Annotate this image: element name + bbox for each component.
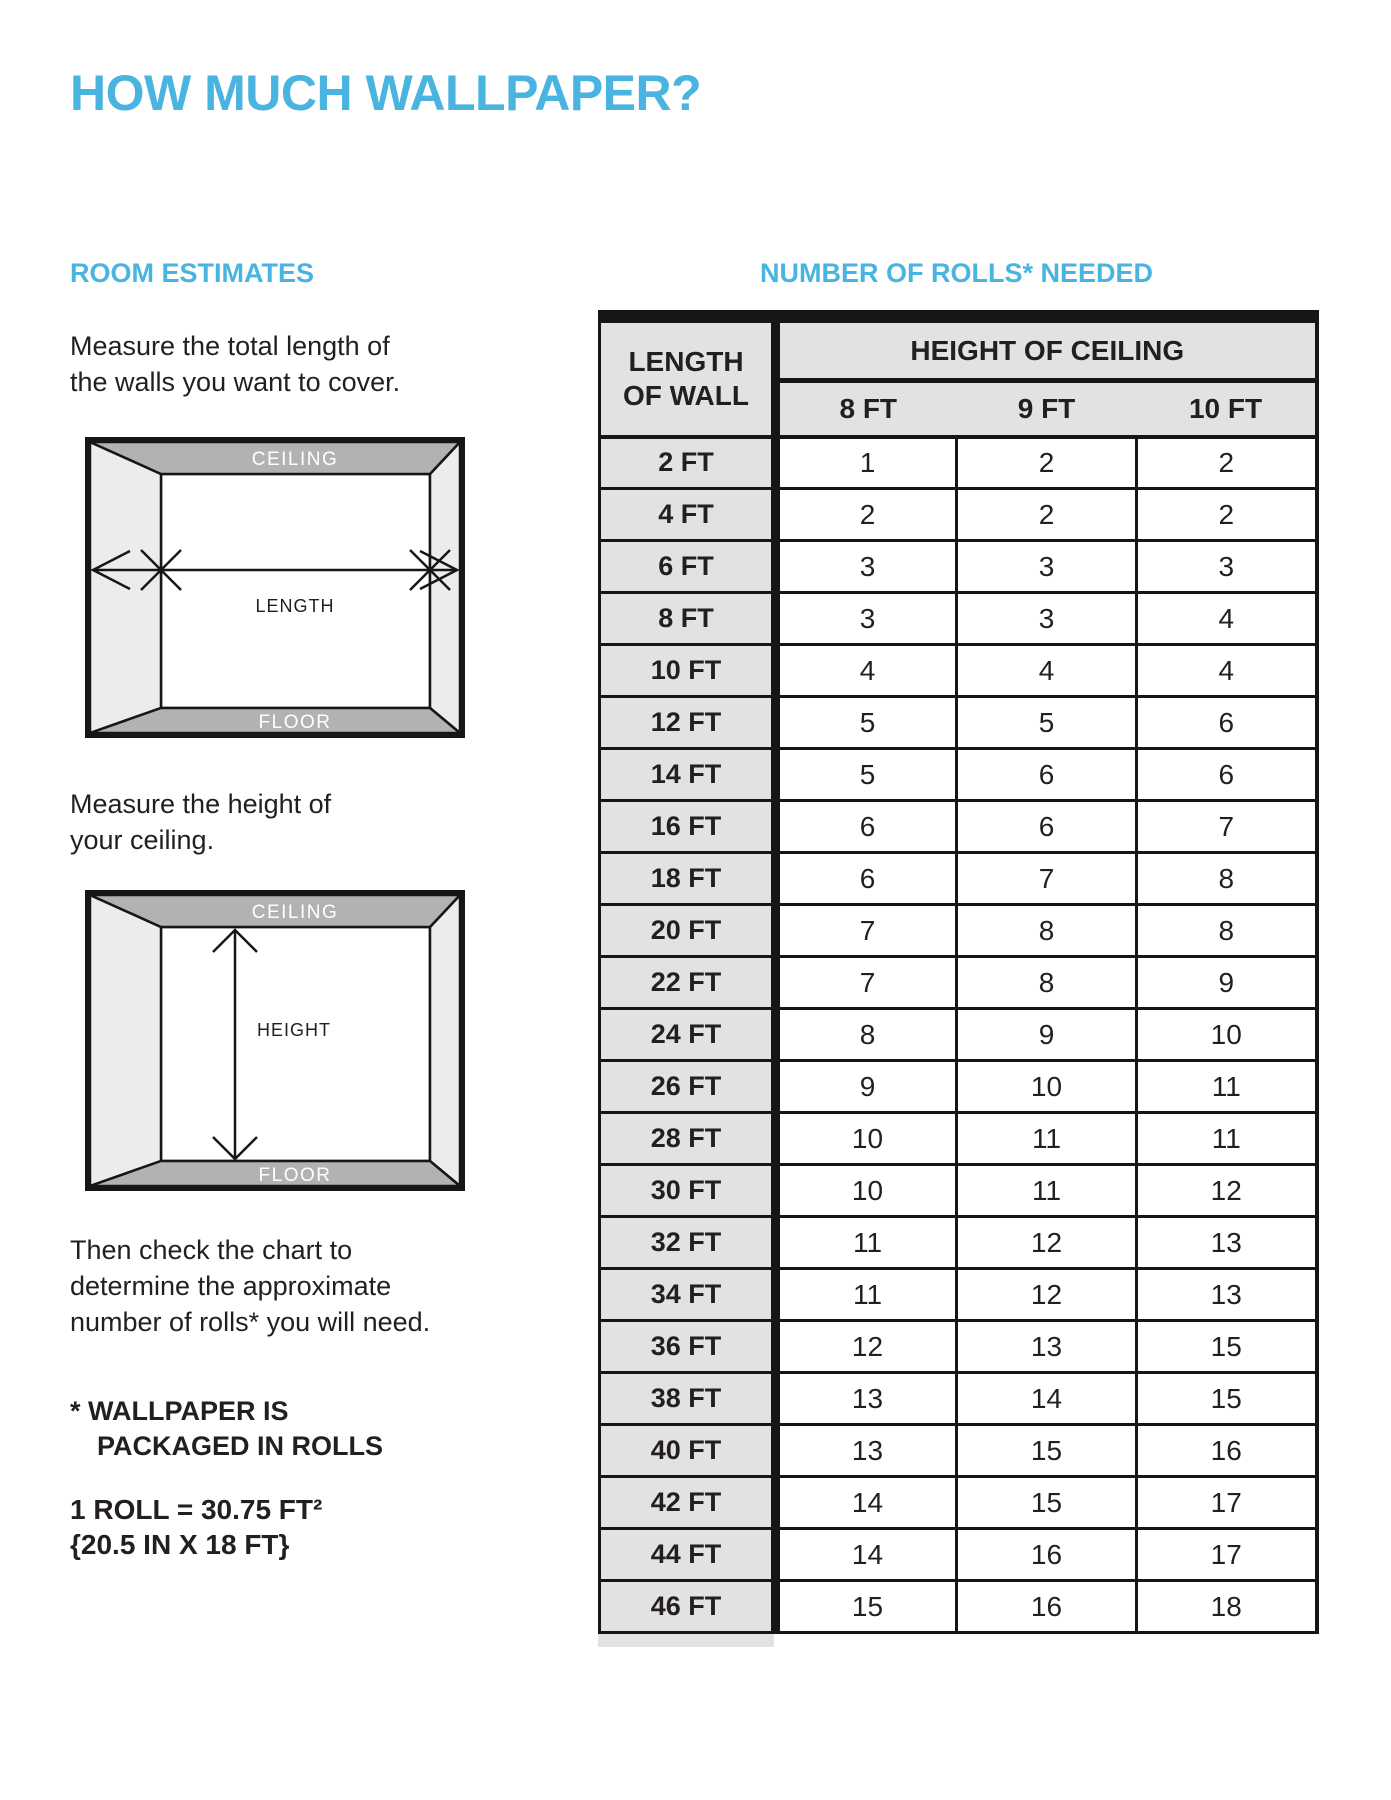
table-row xyxy=(600,593,1317,645)
rolls-cell-8ft: 7 xyxy=(776,905,957,957)
table-row xyxy=(600,853,1317,905)
wall-length-cell: 40 FT xyxy=(600,1425,776,1477)
rolls-cell-9ft: 13 xyxy=(957,1321,1137,1373)
rolls-cell-9ft: 16 xyxy=(957,1529,1137,1581)
room-estimates-heading: ROOM ESTIMATES xyxy=(70,258,315,288)
rolls-cell-8ft: 11 xyxy=(776,1269,957,1321)
rolls-cell-10ft: 4 xyxy=(1137,593,1317,645)
wall-length-cell: 22 FT xyxy=(600,957,776,1009)
group-header-row xyxy=(600,317,1317,381)
wall-length-cell: 16 FT xyxy=(600,801,776,853)
rolls-cell-9ft: 10 xyxy=(957,1061,1137,1113)
table-row xyxy=(600,1113,1317,1165)
instruction-measure-length xyxy=(70,328,400,400)
rolls-table-wrap xyxy=(598,310,1315,1647)
wall-length-cell: 10 FT xyxy=(600,645,776,697)
rolls-cell-8ft: 6 xyxy=(776,801,957,853)
height-label: HEIGHT xyxy=(257,1020,332,1040)
rolls-cell-10ft: 7 xyxy=(1137,801,1317,853)
rolls-cell-9ft: 9 xyxy=(957,1009,1137,1061)
wall-length-cell: 44 FT xyxy=(600,1529,776,1581)
wall-length-cell: 6 FT xyxy=(600,541,776,593)
rolls-cell-10ft: 8 xyxy=(1137,905,1317,957)
rolls-cell-10ft: 2 xyxy=(1137,437,1317,489)
rolls-cell-9ft: 5 xyxy=(957,697,1137,749)
rolls-cell-8ft: 13 xyxy=(776,1425,957,1477)
rolls-cell-8ft: 14 xyxy=(776,1529,957,1581)
table-row xyxy=(600,1477,1317,1529)
rolls-cell-10ft: 17 xyxy=(1137,1477,1317,1529)
table-bottom-tab xyxy=(598,1634,774,1647)
footnote-line: PACKAGED IN ROLLS xyxy=(97,1431,384,1461)
left-wall-face xyxy=(90,895,161,1186)
table-row xyxy=(600,1009,1317,1061)
table-row xyxy=(600,645,1317,697)
rolls-cell-8ft: 5 xyxy=(776,697,957,749)
wall-length-header-line: LENGTH xyxy=(628,345,744,377)
floor-label: FLOOR xyxy=(258,1165,332,1186)
table-row xyxy=(600,1373,1317,1425)
rolls-cell-10ft: 15 xyxy=(1137,1321,1317,1373)
wall-length-cell: 8 FT xyxy=(600,593,776,645)
table-row xyxy=(600,1581,1317,1633)
rolls-cell-8ft: 12 xyxy=(776,1321,957,1373)
back-wall-face xyxy=(161,927,430,1161)
table-row xyxy=(600,1061,1317,1113)
rolls-cell-10ft: 6 xyxy=(1137,697,1317,749)
rolls-cell-9ft: 8 xyxy=(957,905,1137,957)
rolls-cell-10ft: 13 xyxy=(1137,1269,1317,1321)
rolls-cell-9ft: 14 xyxy=(957,1373,1137,1425)
col-10ft-header: 10 FT xyxy=(1137,381,1317,437)
wall-length-cell: 38 FT xyxy=(600,1373,776,1425)
instruction-check-chart xyxy=(70,1232,430,1340)
rolls-cell-10ft: 8 xyxy=(1137,853,1317,905)
rolls-cell-8ft: 15 xyxy=(776,1581,957,1633)
rolls-cell-10ft: 9 xyxy=(1137,957,1317,1009)
rolls-cell-8ft: 9 xyxy=(776,1061,957,1113)
instruction-line: the walls you want to cover. xyxy=(70,367,401,397)
rolls-cell-9ft: 11 xyxy=(957,1113,1137,1165)
wall-length-cell: 32 FT xyxy=(600,1217,776,1269)
wall-length-cell: 2 FT xyxy=(600,437,776,489)
rolls-cell-10ft: 13 xyxy=(1137,1217,1317,1269)
roll-dimensions-line: {20.5 IN X 18 FT} xyxy=(70,1529,290,1560)
wall-length-cell: 24 FT xyxy=(600,1009,776,1061)
rolls-cell-10ft: 12 xyxy=(1137,1165,1317,1217)
table-row xyxy=(600,1321,1317,1373)
rolls-cell-9ft: 2 xyxy=(957,489,1137,541)
instruction-line: Measure the height of xyxy=(70,789,332,819)
rolls-cell-9ft: 3 xyxy=(957,541,1137,593)
rolls-cell-8ft: 7 xyxy=(776,957,957,1009)
table-row xyxy=(600,749,1317,801)
rolls-cell-10ft: 15 xyxy=(1137,1373,1317,1425)
rolls-cell-9ft: 15 xyxy=(957,1477,1137,1529)
rolls-cell-9ft: 3 xyxy=(957,593,1137,645)
wall-length-cell: 12 FT xyxy=(600,697,776,749)
table-row xyxy=(600,1269,1317,1321)
rolls-cell-8ft: 4 xyxy=(776,645,957,697)
rolls-cell-9ft: 7 xyxy=(957,853,1137,905)
rolls-cell-9ft: 2 xyxy=(957,437,1137,489)
rolls-cell-9ft: 12 xyxy=(957,1269,1137,1321)
rolls-cell-8ft: 3 xyxy=(776,593,957,645)
rolls-cell-9ft: 12 xyxy=(957,1217,1137,1269)
wall-length-cell: 42 FT xyxy=(600,1477,776,1529)
rolls-cell-10ft: 11 xyxy=(1137,1113,1317,1165)
rolls-cell-8ft: 10 xyxy=(776,1165,957,1217)
rolls-cell-8ft: 5 xyxy=(776,749,957,801)
wall-length-cell: 4 FT xyxy=(600,489,776,541)
rolls-cell-10ft: 16 xyxy=(1137,1425,1317,1477)
rolls-cell-10ft: 11 xyxy=(1137,1061,1317,1113)
rolls-cell-10ft: 17 xyxy=(1137,1529,1317,1581)
rolls-cell-10ft: 6 xyxy=(1137,749,1317,801)
rolls-cell-9ft: 8 xyxy=(957,957,1137,1009)
rolls-cell-8ft: 14 xyxy=(776,1477,957,1529)
rolls-cell-9ft: 6 xyxy=(957,801,1137,853)
instruction-line: number of rolls* you will need. xyxy=(70,1307,431,1337)
rolls-cell-8ft: 6 xyxy=(776,853,957,905)
instruction-line: your ceiling. xyxy=(70,825,215,855)
wall-length-header xyxy=(600,317,776,437)
length-diagram xyxy=(85,437,465,738)
table-row xyxy=(600,541,1317,593)
rolls-cell-8ft: 2 xyxy=(776,489,957,541)
rolls-cell-9ft: 11 xyxy=(957,1165,1137,1217)
rolls-cell-8ft: 13 xyxy=(776,1373,957,1425)
wall-length-cell: 28 FT xyxy=(600,1113,776,1165)
rolls-cell-9ft: 16 xyxy=(957,1581,1137,1633)
table-row xyxy=(600,801,1317,853)
table-row xyxy=(600,1529,1317,1581)
instruction-line: Then check the chart to xyxy=(70,1235,353,1265)
ceiling-label: CEILING xyxy=(251,902,339,923)
table-row xyxy=(600,1217,1317,1269)
rolls-cell-10ft: 3 xyxy=(1137,541,1317,593)
wall-length-cell: 26 FT xyxy=(600,1061,776,1113)
rolls-table-body xyxy=(600,437,1317,1633)
rolls-table xyxy=(598,310,1319,1634)
instruction-line: determine the approximate xyxy=(70,1271,392,1301)
height-diagram xyxy=(85,890,465,1191)
rolls-cell-8ft: 10 xyxy=(776,1113,957,1165)
rolls-cell-10ft: 10 xyxy=(1137,1009,1317,1061)
wall-length-cell: 20 FT xyxy=(600,905,776,957)
table-row xyxy=(600,1165,1317,1217)
wall-length-cell: 30 FT xyxy=(600,1165,776,1217)
rolls-cell-8ft: 11 xyxy=(776,1217,957,1269)
wall-length-cell: 34 FT xyxy=(600,1269,776,1321)
footnote-line: * WALLPAPER IS xyxy=(70,1396,289,1426)
wall-length-header-line: OF WALL xyxy=(623,379,749,411)
back-wall-face xyxy=(161,474,430,708)
right-wall-face xyxy=(430,895,460,1186)
roll-size-line: 1 ROLL = 30.75 FT² xyxy=(70,1494,323,1525)
rolls-cell-10ft: 4 xyxy=(1137,645,1317,697)
wall-length-cell: 14 FT xyxy=(600,749,776,801)
rolls-cell-9ft: 4 xyxy=(957,645,1137,697)
table-row xyxy=(600,437,1317,489)
floor-label: FLOOR xyxy=(258,712,332,733)
instruction-measure-height xyxy=(70,786,331,858)
rolls-cell-8ft: 1 xyxy=(776,437,957,489)
table-row xyxy=(600,957,1317,1009)
table-row xyxy=(600,697,1317,749)
rolls-cell-10ft: 2 xyxy=(1137,489,1317,541)
roll-size-note xyxy=(70,1492,322,1562)
ceiling-height-header: HEIGHT OF CEILING xyxy=(776,317,1317,381)
length-label: LENGTH xyxy=(255,596,335,616)
col-9ft-header: 9 FT xyxy=(957,381,1137,437)
table-row xyxy=(600,905,1317,957)
rolls-cell-8ft: 3 xyxy=(776,541,957,593)
page-title: HOW MUCH WALLPAPER? xyxy=(70,65,702,121)
wall-length-cell: 18 FT xyxy=(600,853,776,905)
instruction-line: Measure the total length of xyxy=(70,331,390,361)
wall-length-cell: 46 FT xyxy=(600,1581,776,1633)
ceiling-label: CEILING xyxy=(251,449,339,470)
table-row xyxy=(600,489,1317,541)
rolls-cell-9ft: 15 xyxy=(957,1425,1137,1477)
wall-length-cell: 36 FT xyxy=(600,1321,776,1373)
right-wall-face xyxy=(430,442,460,733)
rolls-needed-heading: NUMBER OF ROLLS* NEEDED xyxy=(759,258,1154,288)
rolls-cell-8ft: 8 xyxy=(776,1009,957,1061)
table-row xyxy=(600,1425,1317,1477)
rolls-cell-9ft: 6 xyxy=(957,749,1137,801)
rolls-cell-10ft: 18 xyxy=(1137,1581,1317,1633)
footnote-wallpaper-rolls xyxy=(70,1394,383,1464)
col-8ft-header: 8 FT xyxy=(776,381,957,437)
